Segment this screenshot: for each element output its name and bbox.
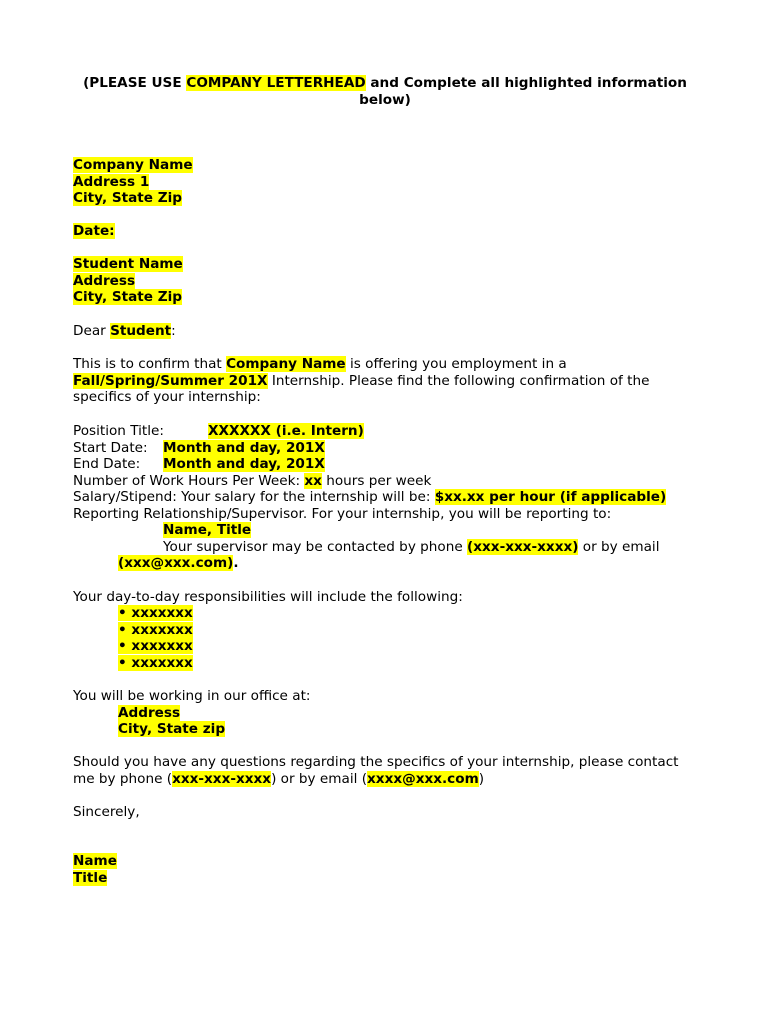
responsibilities-intro-text: Your day-to-day responsibilities will include the following:	[73, 589, 463, 605]
company-name: Company Name	[73, 157, 193, 173]
salutation-post: :	[171, 323, 176, 339]
list-item	[118, 638, 193, 655]
questions-line-1	[73, 754, 679, 771]
student-city-line	[73, 289, 182, 306]
questions-email: xxxx@xxx.com	[367, 771, 479, 787]
confirm-line-3-text: specifics of your internship:	[73, 389, 261, 405]
confirm-pre: This is to confirm that	[73, 356, 227, 372]
position-title-line	[73, 423, 673, 440]
position-label: Position Title:	[73, 423, 164, 439]
office-intro	[73, 688, 311, 705]
company-address-line	[73, 174, 149, 191]
responsibility-item-2: • xxxxxxx	[118, 622, 193, 638]
closing-text: Sincerely,	[73, 804, 140, 820]
start-date-line	[73, 440, 673, 457]
student-address-line	[73, 273, 135, 290]
supervisor-line	[73, 506, 611, 523]
questions-line-2	[73, 771, 484, 788]
heading-post: and Complete all highlighted information below)	[359, 75, 687, 108]
hours-line	[73, 473, 431, 490]
student-name: Student Name	[73, 256, 183, 272]
supervisor-name: Name, Title	[163, 522, 252, 538]
heading	[60, 75, 710, 109]
contact-mid: or by email	[578, 539, 660, 555]
salary-value: $xx.xx per hour (if applicable)	[434, 489, 667, 505]
signature-name: Name	[73, 853, 117, 869]
responsibility-item-4: • xxxxxxx	[118, 655, 193, 671]
responsibility-item-1: • xxxxxxx	[118, 605, 193, 621]
office-address-line	[118, 705, 180, 722]
end-date-line	[73, 456, 673, 473]
position-value: XXXXXX (i.e. Intern)	[208, 423, 364, 439]
salary-pre: Salary/Stipend: Your salary for the internship will be:	[73, 489, 435, 505]
supervisor-email-line	[118, 555, 239, 572]
student-name-line	[73, 256, 183, 273]
contact-post: .	[233, 555, 239, 571]
responsibility-item-3: • xxxxxxx	[118, 638, 193, 654]
student-address: Address	[73, 273, 136, 289]
end-date-value: Month and day, 201X	[163, 456, 325, 472]
hours-pre: Number of Work Hours Per Week:	[73, 473, 305, 489]
questions-line-1-text: Should you have any questions regarding the specifics of your internship, please contact	[73, 754, 679, 770]
company-city-state-zip: City, State Zip	[73, 190, 182, 206]
salutation	[73, 323, 176, 340]
list-item	[118, 655, 193, 672]
signature-name-line	[73, 853, 117, 870]
signature-title: Title	[73, 870, 108, 886]
heading-highlight: COMPANY LETTERHEAD	[186, 75, 366, 91]
contact-pre: Your supervisor may be contacted by phone	[163, 539, 468, 555]
hours-post: hours per week	[321, 473, 432, 489]
salary-line	[73, 489, 666, 506]
office-address: Address	[118, 705, 181, 721]
heading-pre: (PLEASE USE	[83, 75, 187, 91]
confirm-mid: is offering you employment in a	[345, 356, 567, 372]
salutation-name: Student	[110, 323, 172, 339]
list-item	[118, 605, 193, 622]
confirm-line-3	[73, 389, 261, 406]
contact-phone: (xxx-xxx-xxxx)	[467, 539, 579, 555]
confirm-line-1	[73, 356, 567, 373]
salutation-pre: Dear	[73, 323, 111, 339]
supervisor-name-line	[163, 522, 251, 539]
confirm-company: Company Name	[226, 356, 346, 372]
responsibilities-intro	[73, 589, 463, 606]
start-date-value: Month and day, 201X	[163, 440, 325, 456]
closing	[73, 804, 140, 821]
list-item	[118, 622, 193, 639]
signature-title-line	[73, 870, 107, 887]
office-intro-text: You will be working in our office at:	[73, 688, 311, 704]
supervisor-contact-line	[163, 539, 660, 556]
confirm-term: Fall/Spring/Summer 201X	[73, 373, 268, 389]
questions-pre: me by phone (	[73, 771, 173, 787]
hours-value: xx	[304, 473, 322, 489]
student-city-state-zip: City, State Zip	[73, 289, 182, 305]
contact-email: (xxx@xxx.com)	[118, 555, 234, 571]
company-city-line	[73, 190, 182, 207]
office-city-line	[118, 721, 225, 738]
office-city-state-zip: City, State zip	[118, 721, 226, 737]
date-label: Date:	[73, 223, 115, 239]
supervisor-text: Reporting Relationship/Supervisor. For your internship, you will be reporting to:	[73, 506, 612, 522]
start-date-label: Start Date:	[73, 440, 148, 456]
end-date-label: End Date:	[73, 456, 141, 472]
company-name-line	[73, 157, 193, 174]
confirm-post: Internship. Please find the following confirmation of the	[267, 373, 650, 389]
confirm-line-2	[73, 373, 649, 390]
date-line	[73, 223, 115, 240]
questions-phone: xxx-xxx-xxxx	[172, 771, 272, 787]
questions-post: )	[478, 771, 485, 787]
company-address: Address 1	[73, 174, 150, 190]
questions-mid: ) or by email (	[271, 771, 368, 787]
